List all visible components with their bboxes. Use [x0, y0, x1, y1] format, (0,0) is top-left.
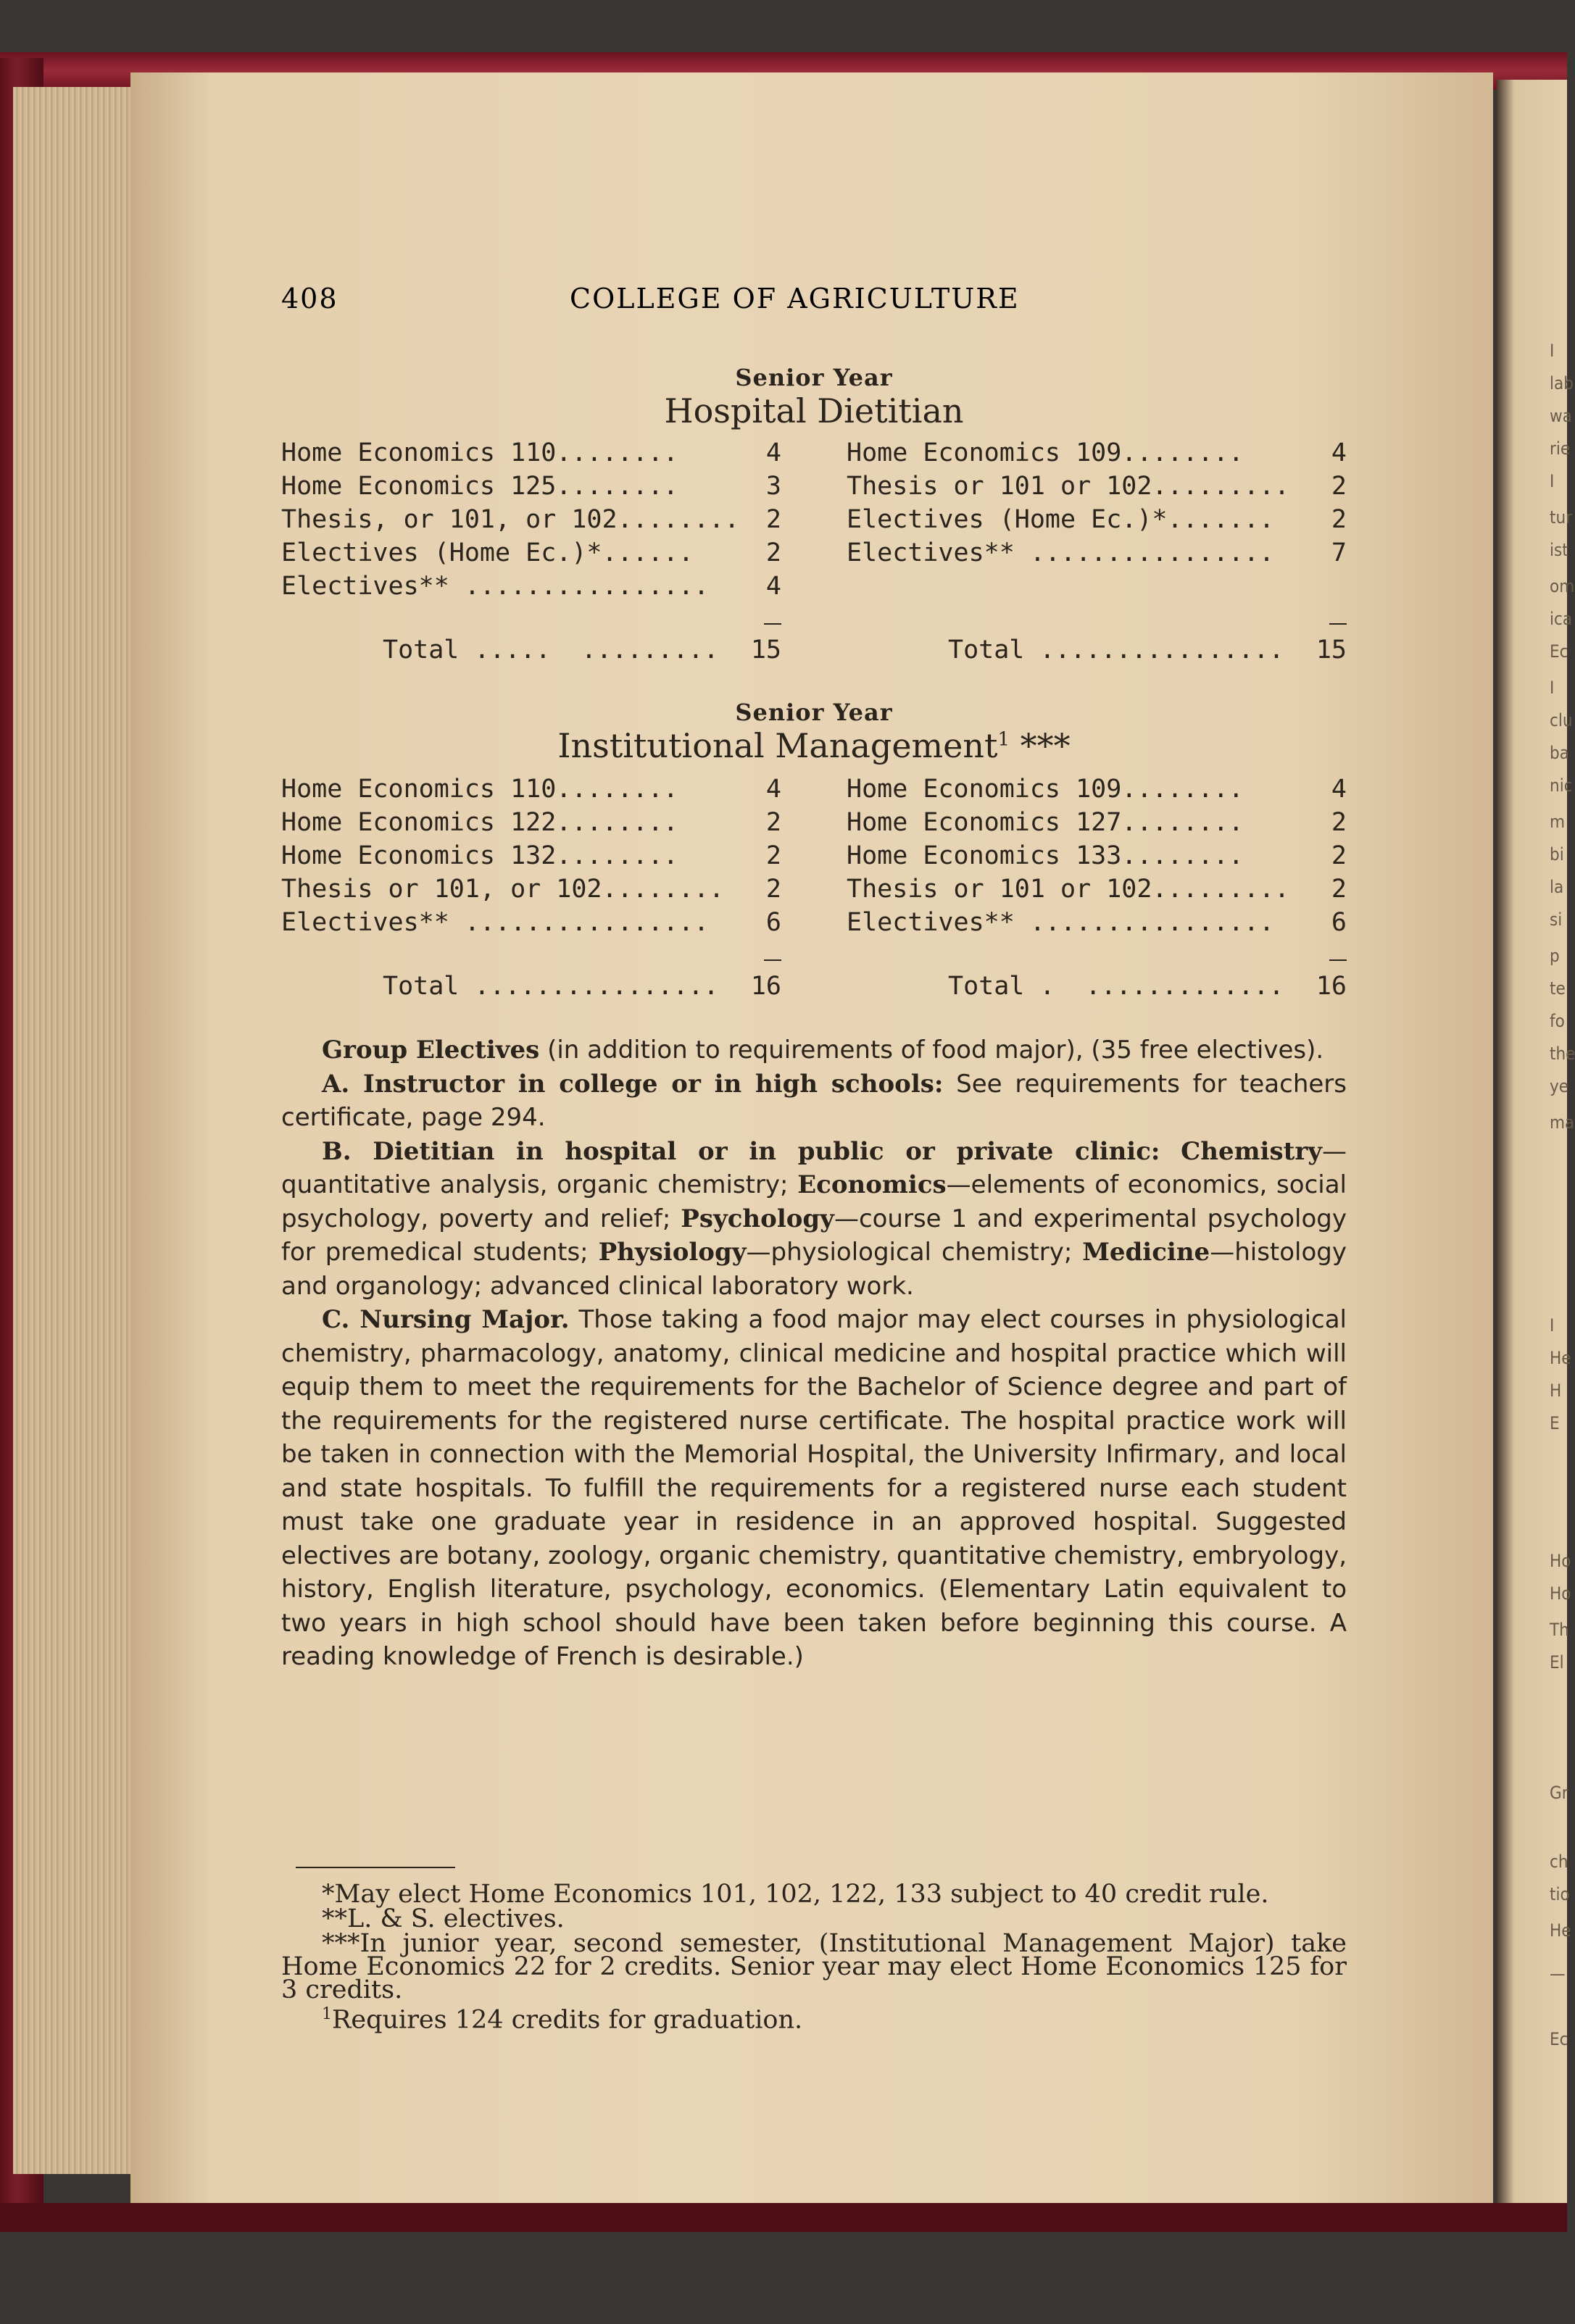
course-name: Thesis, or 101, or 102........ — [281, 505, 740, 534]
adjacent-page-fragment: He — [1550, 1348, 1571, 1368]
section2-label: Senior Year — [735, 699, 893, 726]
course-name: Home Economics 133........ — [847, 841, 1244, 870]
course-credits: 4 — [1331, 775, 1347, 804]
course-credits: 2 — [1331, 505, 1347, 534]
course-credits: 2 — [765, 505, 781, 534]
total-row — [847, 633, 1347, 667]
footnote-2: **L. & S. electives. — [322, 1904, 565, 1933]
adjacent-page-fragment: I — [1550, 341, 1555, 361]
course-name: Electives** ................ — [847, 538, 1275, 567]
section1-title: Hospital Dietitian — [664, 391, 964, 430]
course-row — [281, 806, 781, 839]
course-name: Home Economics 127........ — [847, 808, 1244, 837]
footnote-4: $^1$Requires 124 credits for graduation. — [322, 2005, 803, 2035]
course-credits: 4 — [765, 572, 781, 601]
section2-title-text: Institutional Management — [557, 726, 998, 765]
group-electives-heading: Group Electives — [322, 1036, 540, 1065]
adjacent-page-fragment: ica — [1550, 609, 1573, 629]
course-row — [281, 470, 781, 503]
total-label: Total ................ — [383, 972, 719, 1001]
adjacent-page-fragment: nic — [1550, 775, 1573, 796]
course-row — [847, 536, 1347, 570]
course-row — [281, 536, 781, 570]
course-row — [847, 906, 1347, 939]
total-label: Total ................ — [948, 636, 1284, 665]
section2-title — [281, 726, 1347, 765]
adjacent-page-fragment: Th — [1550, 1620, 1569, 1640]
course-row — [847, 772, 1347, 806]
course-credits: 6 — [1331, 908, 1347, 937]
course-name: Home Economics 110........ — [281, 775, 678, 804]
course-credits: 7 — [1331, 538, 1347, 567]
paragraph-c: C. Nursing Major. Those taking a food major may elect courses in physiological chemistry, pharmacology, anatomy, clinical medicine and hospital practice which will equip them to meet the requirements for the Bachelor of Science degree and part of the requirements for the registered nurse certificate. The hospital practice work will be taken in connection with the Memorial Hospital, the University Infirmary, and local and state hospitals. To fulfill the requirements for a registered nurse each student must take one graduate year in residence in an approved hospital. Suggested electives are botany, zoology, organic chemistry, quantitative chemistry, embryology, history, English literature, psychology, economics. (Elementary Latin equivalent to two years in high school should have been taken before beginning this course. A reading knowledge of French is desirable.) — [281, 1305, 1347, 1671]
course-name: Thesis or 101 or 102......... — [847, 875, 1290, 904]
adjacent-page-fragment: Ho — [1550, 1551, 1571, 1571]
paragraph-a: A. Instructor in college or in high schools: See requirements for teachers certificate, page 294. — [281, 1069, 1347, 1132]
adjacent-page-fragment: H — [1550, 1380, 1562, 1401]
footnote-1: *May elect Home Economics 101, 102, 122, 133 subject to 40 credit rule. — [322, 1880, 1269, 1909]
course-name: Electives (Home Ec.)*...... — [281, 538, 694, 567]
adjacent-page-fragment: la — [1550, 877, 1564, 897]
adjacent-page-fragment: tio — [1550, 1884, 1570, 1904]
course-credits: 4 — [765, 775, 781, 804]
adjacent-page-fragment: bi — [1550, 844, 1564, 865]
course-name: Electives** ................ — [281, 908, 710, 937]
course-name: Electives (Home Ec.)*....... — [847, 505, 1275, 534]
adjacent-page-fragment: Ec — [1550, 2029, 1568, 2049]
adjacent-page-fragment: si — [1550, 909, 1563, 930]
adjacent-page-fragment: tur — [1550, 507, 1573, 528]
section2-title-footnote-marker: 1 — [997, 728, 1010, 751]
section2-title-suffix: *** — [1010, 726, 1071, 765]
adjacent-page-fragment: lab — [1550, 373, 1574, 393]
paragraph-b: B. Dietitian in hospital or in public or private clinic: Chemistry—quantitative analysis, organic chemistry; Economics—elements of economics, social psychology, poverty and relief; Psychology—course 1 and experimental psychology for premedical students; Physiology—physiological chemistry; Medicine—histology and organology; advanced clinical laboratory work. — [281, 1136, 1347, 1301]
total-row — [281, 633, 781, 667]
adjacent-page-fragment: ma — [1550, 1112, 1575, 1133]
adjacent-page-fragment: I — [1550, 678, 1555, 698]
total-credits: 15 — [750, 636, 781, 665]
total-rule — [1329, 623, 1347, 625]
course-row — [281, 436, 781, 470]
total-rule — [764, 623, 781, 625]
course-credits: 2 — [1331, 875, 1347, 904]
adjacent-page-fragment: I — [1550, 471, 1555, 491]
adjacent-page-fragment: fo — [1550, 1011, 1565, 1031]
adjacent-page-fragment: Ec — [1550, 641, 1568, 662]
section1-label: Senior Year — [735, 364, 893, 391]
adjacent-page-fragment: — — [1550, 1964, 1566, 1984]
course-credits: 2 — [1331, 472, 1347, 501]
total-credits: 15 — [1316, 636, 1347, 665]
course-row — [281, 906, 781, 939]
adjacent-page-fragment: om — [1550, 576, 1575, 596]
course-row — [847, 436, 1347, 470]
course-credits: 3 — [765, 472, 781, 501]
course-row — [281, 772, 781, 806]
adjacent-page-fragment: the — [1550, 1044, 1575, 1064]
course-name: Electives** ................ — [847, 908, 1275, 937]
course-credits: 2 — [765, 875, 781, 904]
course-name: Home Economics 110........ — [281, 438, 678, 467]
running-header — [281, 283, 1347, 326]
book-cover-bottom-edge — [0, 2203, 1567, 2232]
course-credits: 2 — [765, 808, 781, 837]
adjacent-page-fragment: te — [1550, 978, 1566, 999]
course-credits: 2 — [1331, 841, 1347, 870]
running-title: COLLEGE OF AGRICULTURE — [570, 283, 1020, 315]
adjacent-page-fragment: He — [1550, 1920, 1571, 1941]
adjacent-page-edge — [1497, 80, 1567, 2232]
footnote-3: ***In junior year, second semester, (Institutional Management Major) take Home Economics 22 for 2 credits. Senior year may elect Home Economics 125 for 3 credits. — [281, 1929, 1347, 2004]
adjacent-page-fragment: ba — [1550, 743, 1569, 763]
group-electives-intro: Group Electives (in addition to requirements of food major), (35 free electives). — [322, 1036, 1324, 1065]
total-label: Total . ............. — [948, 972, 1284, 1001]
page-number: 408 — [281, 283, 338, 315]
total-rule — [1329, 959, 1347, 961]
course-row — [847, 806, 1347, 839]
total-row — [281, 970, 781, 1003]
course-row — [281, 872, 781, 906]
adjacent-page-fragment: p — [1550, 946, 1560, 966]
course-name: Thesis or 101 or 102......... — [847, 472, 1290, 501]
course-credits: 4 — [765, 438, 781, 467]
adjacent-page-fragment: ch — [1550, 1852, 1568, 1872]
adjacent-page-fragment: rie — [1550, 438, 1571, 459]
course-name: Electives** ................ — [281, 572, 710, 601]
adjacent-page-fragment: ist — [1550, 540, 1568, 560]
course-name: Thesis or 101, or 102........ — [281, 875, 725, 904]
course-credits: 2 — [765, 538, 781, 567]
course-credits: 4 — [1331, 438, 1347, 467]
footnote-4-marker: 1 — [322, 2005, 332, 2023]
adjacent-page-fragment: wa — [1550, 406, 1572, 426]
adjacent-page-fragment: E — [1550, 1413, 1560, 1433]
footnote-rule — [296, 1867, 455, 1868]
total-credits: 16 — [1316, 972, 1347, 1001]
adjacent-page-fragment: Gr — [1550, 1783, 1568, 1803]
course-name: Home Economics 125........ — [281, 472, 678, 501]
course-row — [847, 470, 1347, 503]
course-row — [281, 839, 781, 872]
course-credits: 2 — [1331, 808, 1347, 837]
adjacent-page-fragment: I — [1550, 1315, 1555, 1336]
course-name: Home Economics 109........ — [847, 438, 1244, 467]
course-credits: 6 — [765, 908, 781, 937]
adjacent-page-fragment: ye — [1550, 1076, 1569, 1096]
course-row — [847, 839, 1347, 872]
course-name: Home Economics 132........ — [281, 841, 678, 870]
course-name: Home Economics 122........ — [281, 808, 678, 837]
course-credits: 2 — [765, 841, 781, 870]
total-credits: 16 — [750, 972, 781, 1001]
adjacent-page-fragment: El — [1550, 1652, 1564, 1673]
course-name: Home Economics 109........ — [847, 775, 1244, 804]
course-row — [847, 503, 1347, 536]
total-label: Total ..... ......... — [383, 636, 719, 665]
total-rule — [764, 959, 781, 961]
adjacent-page-fragment: clu — [1550, 710, 1573, 730]
total-row — [847, 970, 1347, 1003]
course-row — [281, 570, 781, 603]
course-row — [847, 872, 1347, 906]
footnotes — [281, 1880, 1347, 2035]
adjacent-page-fragment: Ho — [1550, 1583, 1571, 1604]
course-row — [281, 503, 781, 536]
adjacent-page-fragment: m — [1550, 812, 1566, 832]
